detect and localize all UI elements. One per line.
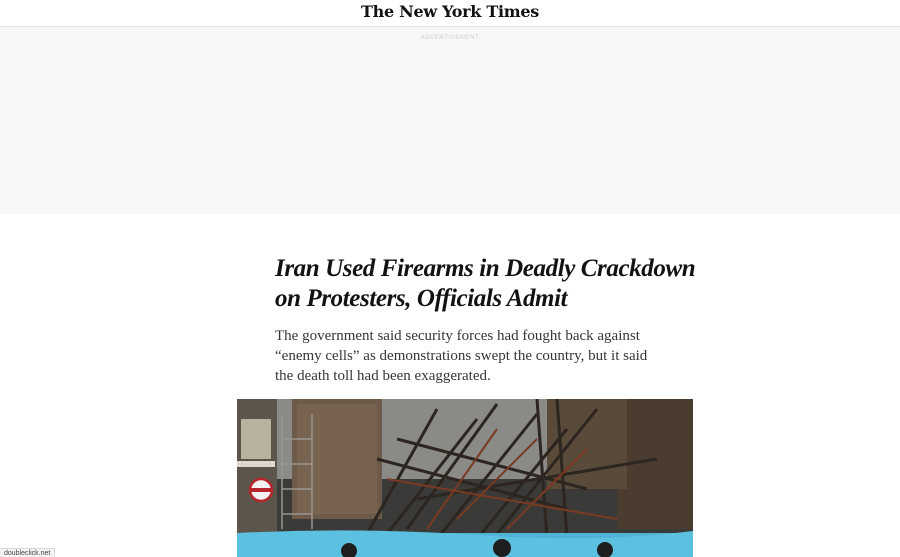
article-header	[275, 254, 705, 386]
masthead	[0, 0, 900, 27]
article-summary: The government said security forces had fought back against “enemy cells” as demonstrations swept the country, but it said the death toll had been exaggerated.	[275, 328, 648, 384]
browser-status-bar: doubleclick.net	[0, 548, 55, 557]
nyt-logo[interactable]: The New York Times	[361, 2, 539, 21]
lead-photo[interactable]	[237, 399, 693, 557]
advertisement-region[interactable]	[0, 27, 900, 214]
advertisement-label: ADVERTISEMENT	[420, 35, 480, 41]
article-headline: Iran Used Firearms in Deadly Crackdown on Protesters, Officials Admit	[275, 255, 696, 312]
lead-photo-illustration	[237, 399, 693, 557]
